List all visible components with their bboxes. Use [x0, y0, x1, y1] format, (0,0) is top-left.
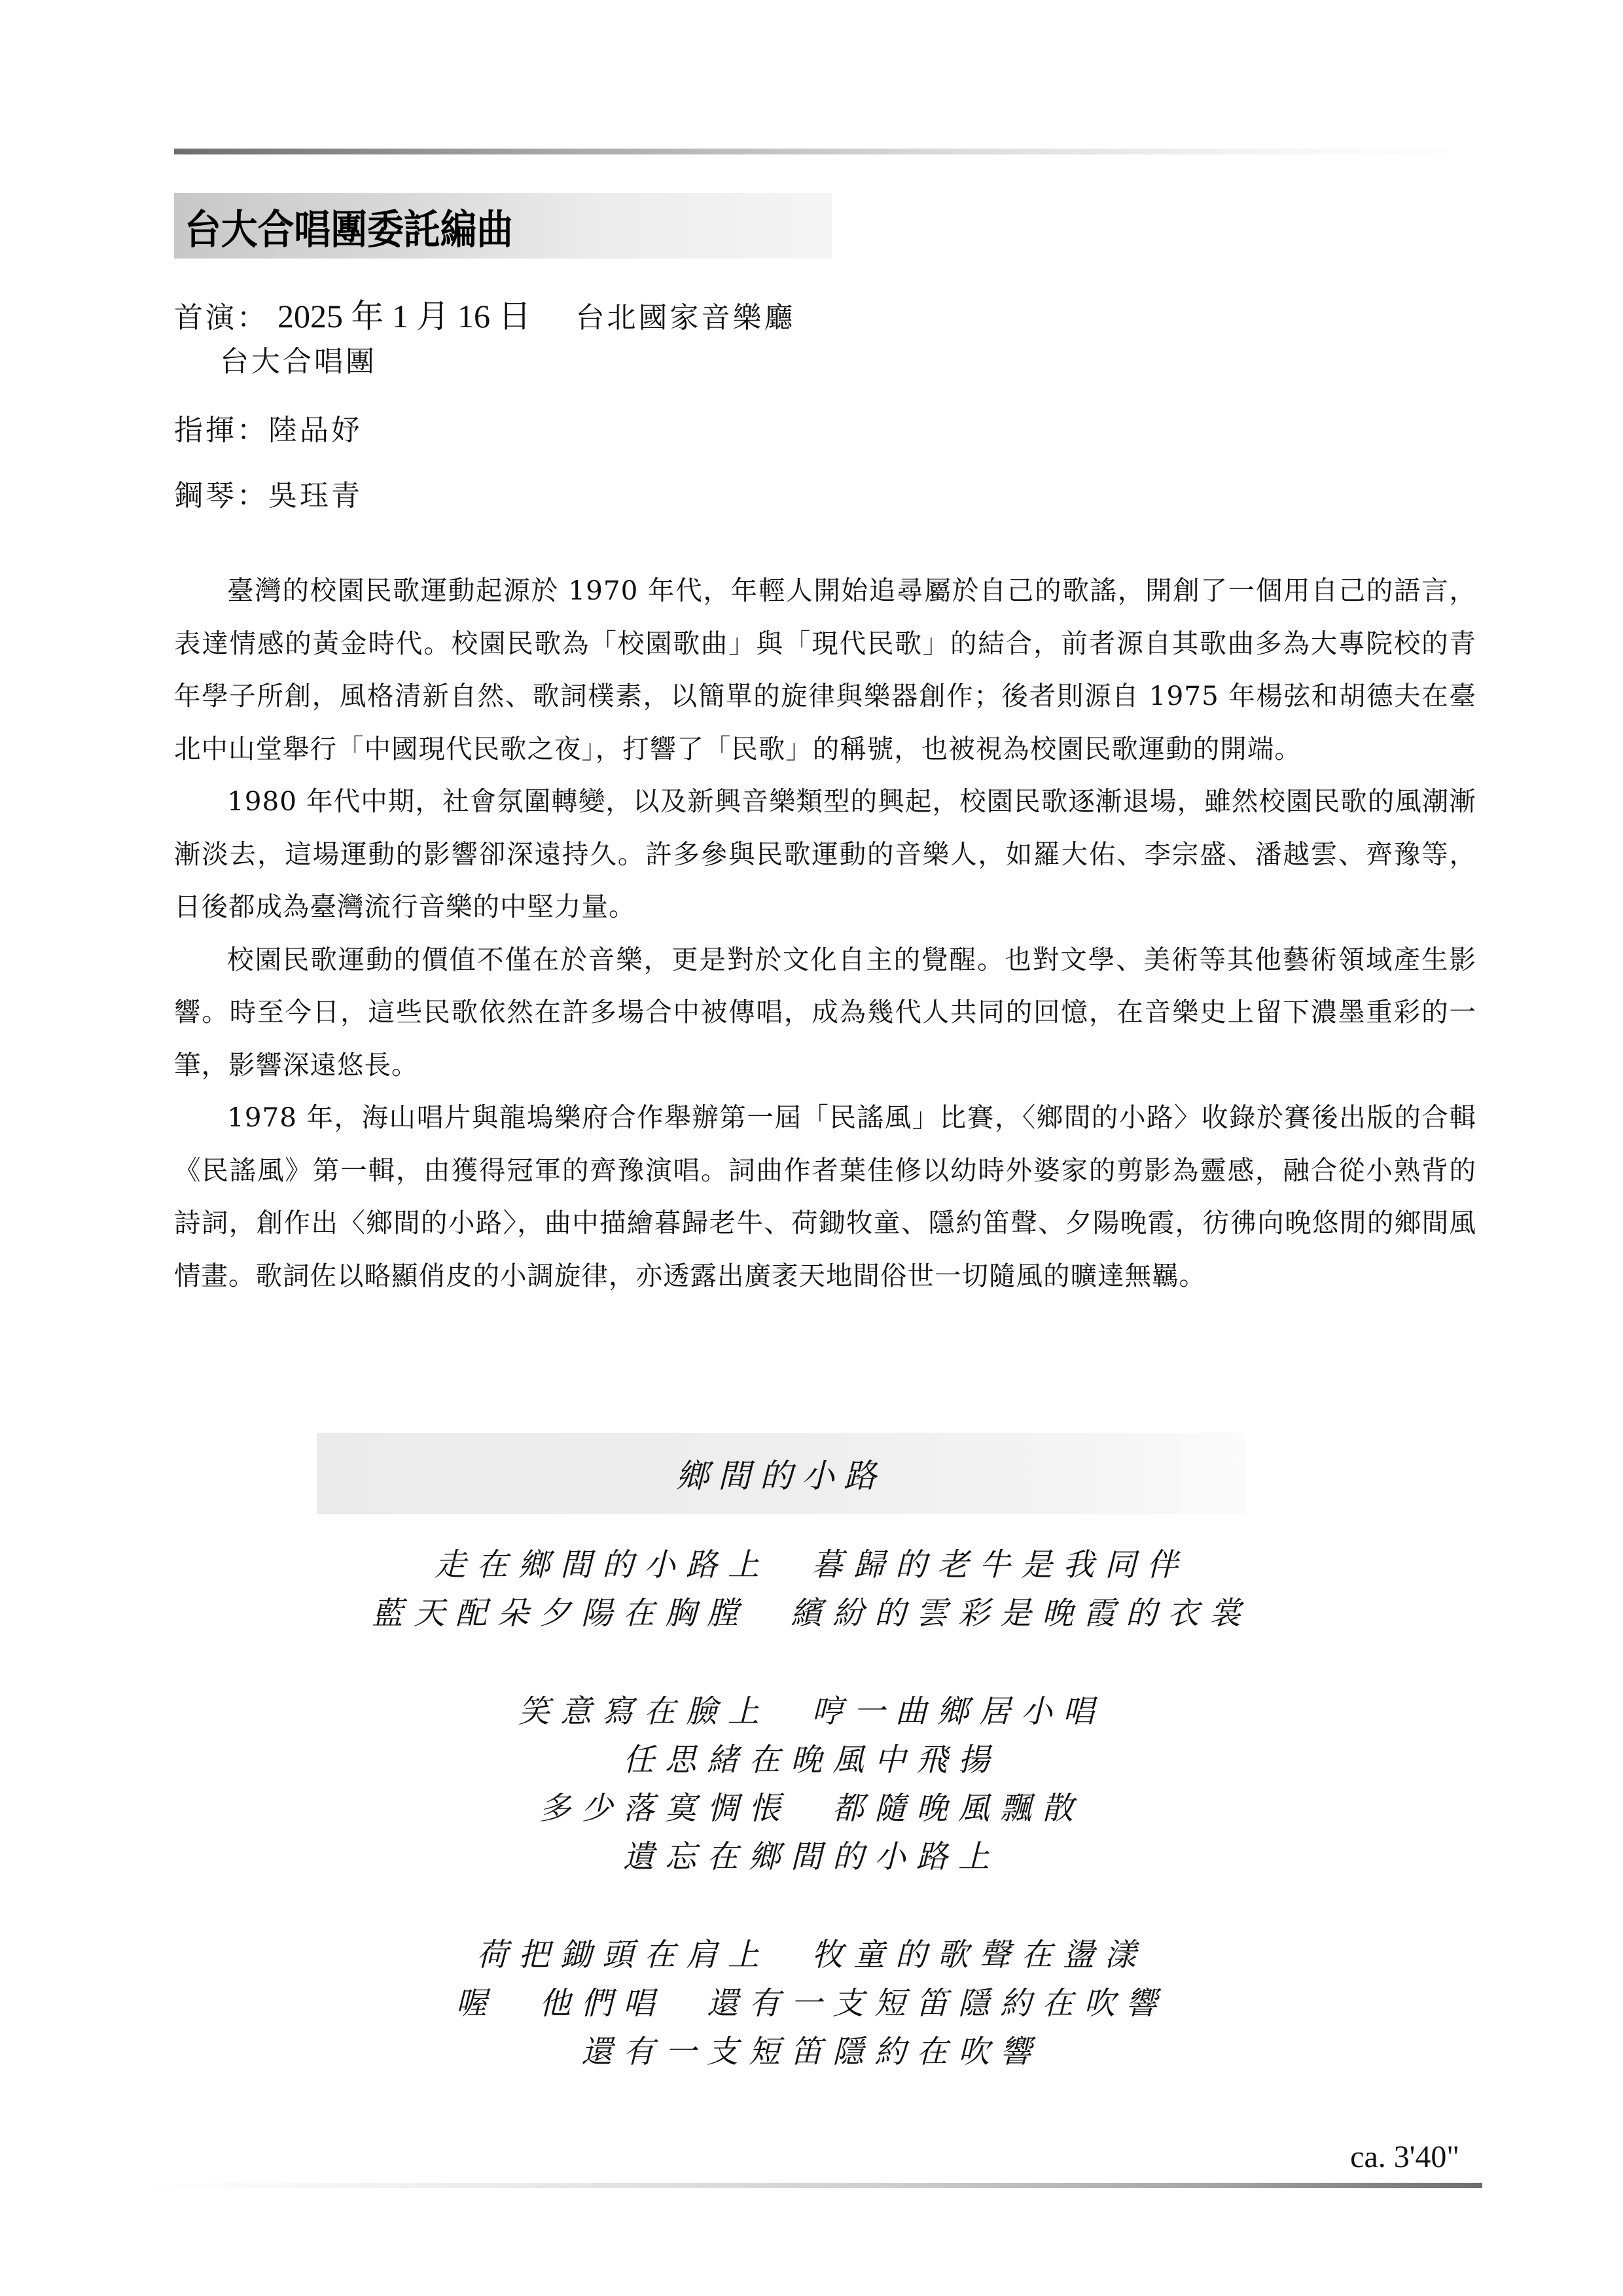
top-divider-rule: [174, 149, 1483, 154]
bottom-divider-rule: [144, 2183, 1482, 2188]
lyric-line: 多少落寞惆悵 都隨晚風飄散: [539, 1790, 1084, 1827]
duration-label: ca. 3'40": [1350, 2140, 1459, 2174]
piano-info: [174, 478, 363, 514]
song-title-banner: [317, 1433, 1245, 1514]
piano-name: 吳珏青: [268, 479, 363, 512]
lyric-line: 任思緒在晚風中飛揚: [622, 1742, 1000, 1778]
premiere-date: 2025 年 1 月 16 日: [277, 298, 531, 334]
lyrics-stanza-1: [174, 1541, 1449, 1638]
paragraph: 1980 年代中期，社會氛圍轉變，以及新興音樂類型的興起，校園民歌逐漸退場，雖然校園民歌的風潮漸漸淡去，這場運動的影響卻深遠持久。許多參與民歌運動的音樂人，如羅大佑、李宗盛、潘越雲、齊豫等，日後都成為臺灣流行音樂的中堅力量。: [174, 785, 1476, 922]
lyric-line: 荷把鋤頭在肩上 牧童的歌聲在盪漾: [476, 1937, 1147, 1973]
premiere-label: 首演：: [174, 301, 268, 334]
piano-label: 鋼琴：: [174, 479, 268, 512]
premiere-info: [174, 298, 796, 336]
lyric-line: 走在鄉間的小路上 暮歸的老牛是我同伴: [434, 1547, 1188, 1583]
lyric-line: 遺忘在鄉間的小路上: [622, 1839, 1000, 1875]
lyric-line: 喔 他們唱 還有一支短笛隱約在吹響: [455, 1985, 1168, 2022]
premiere-performer-row: [220, 344, 377, 380]
conductor-label: 指揮：: [174, 414, 268, 447]
section-title-banner: [174, 193, 832, 259]
paragraph: 臺灣的校園民歌運動起源於 1970 年代，年輕人開始追尋屬於自己的歌謠，開創了一個用自己的語言，表達情感的黃金時代。校園民歌為「校園歌曲」與「現代民歌」的結合，前者源自其歌曲多為大專院校的青年學子所創，風格清新自然、歌詞樸素，以簡單的旋律與樂器創作；後者則源自 1975 年楊弦和胡德夫在臺北中山堂舉行「中國現代民歌之夜」，打響了「民歌」的稱號，也被視為校園民歌運動的開端。: [174, 575, 1476, 764]
lyric-line: 藍天配朵夕陽在胸膛 繽紛的雲彩是晚霞的衣裳: [371, 1595, 1251, 1632]
program-notes: [174, 564, 1476, 1302]
conductor-info: [174, 412, 363, 449]
lyric-line: 笑意寫在臉上 哼一曲鄉居小唱: [518, 1693, 1105, 1730]
lyric-line: 還有一支短笛隱約在吹響: [580, 2034, 1042, 2070]
paragraph: 校園民歌運動的價值不僅在於音樂，更是對於文化自主的覺醒。也對文學、美術等其他藝術領域產生影響。時至今日，這些民歌依然在許多場合中被傳唱，成為幾代人共同的回憶，在音樂史上留下濃墨重彩的一筆，影響深遠悠長。: [174, 943, 1476, 1081]
lyrics-stanza-2: [174, 1687, 1449, 1881]
premiere-venue: 台北國家音樂廳: [575, 301, 796, 334]
lyrics-stanza-3: [174, 1931, 1449, 2076]
premiere-performer: 台大合唱團: [220, 345, 377, 378]
paragraph: 1978 年，海山唱片與龍塢樂府合作舉辦第一屆「民謠風」比賽，〈鄉間的小路〉收錄於賽後出版的合輯《民謠風》第一輯，由獲得冠軍的齊豫演唱。詞曲作者葉佳修以幼時外婆家的剪影為靈感，融合從小熟背的詩詞，創作出〈鄉間的小路〉，曲中描繪暮歸老牛、荷鋤牧童、隱約笛聲、夕陽晚霞，彷彿向晚悠閒的鄉間風情畫。歌詞佐以略顯俏皮的小調旋律，亦透露出廣袤天地間俗世一切隨風的曠達無羈。: [174, 1102, 1476, 1291]
section-title: 台大合唱團委託編曲: [185, 205, 514, 253]
conductor-name: 陸品妤: [268, 414, 363, 447]
song-title: 鄉間的小路: [676, 1457, 885, 1495]
